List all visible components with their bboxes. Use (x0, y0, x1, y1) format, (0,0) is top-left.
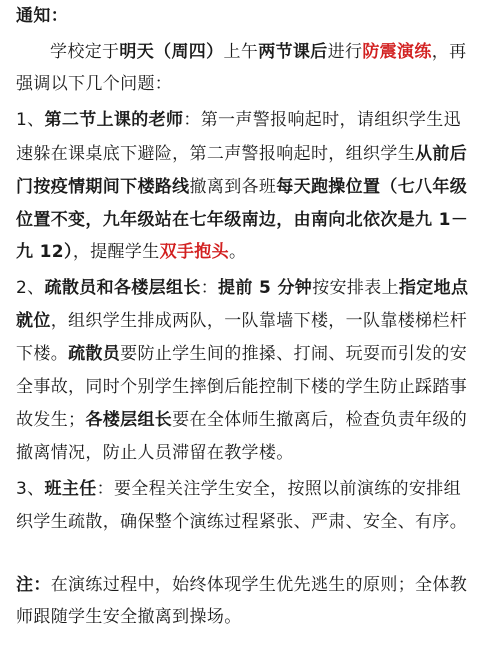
item2-heading: 疏散员和各楼层组长 (44, 278, 201, 298)
item3-line-1 (16, 479, 461, 499)
item1-line-4: 位置不变，九年级站在七年级南边，由南向北依次是九 1－ (16, 210, 469, 230)
item2-line-4: 全事故，同时个别学生摔倒后能控制下楼的学生防止踩踏事 (16, 377, 468, 397)
item2-text: 按安排表上 (312, 278, 399, 298)
item3-heading: 班主任 (44, 479, 97, 499)
notice-title: 通知： (16, 6, 69, 26)
item2-text: 要在全体师生撤离后，检查负责年级的 (172, 410, 468, 430)
item1-line-1 (16, 110, 461, 130)
item2-number: 2、 (16, 278, 45, 298)
item1-text: ，提醒学生 (72, 242, 160, 262)
item1-emphasis: 每天跑操位置（七八年级 (276, 177, 468, 197)
item1-heading: 第二节上课的老师 (44, 110, 184, 130)
item3-text: ：要全程关注学生安全，按照以前演练的安排组 (96, 479, 461, 499)
item2-text: 下楼。 (16, 344, 69, 364)
item1-text: 速躲在课桌底下避险，第二声警报响起时，组织学生 (16, 144, 416, 164)
item2-text: ： (200, 278, 219, 298)
item2-emphasis: 指定地点 (398, 278, 469, 298)
item1-text: 撤离到各班 (189, 177, 277, 197)
item2-emphasis: 各楼层组长 (85, 410, 173, 430)
item2-line-3 (16, 344, 467, 364)
note-text: 在演练过程中，始终体现学生优先逃生的原则；全体教 (50, 575, 468, 595)
intro-text: 学校定于 (50, 42, 120, 62)
item3-number: 3、 (16, 479, 45, 499)
item2-line-6: 撤离情况，防止人员滞留在教学楼。 (16, 443, 294, 463)
intro-line-1 (50, 42, 466, 62)
item1-highlight: 双手抱头 (159, 242, 229, 262)
intro-text: ，再 (431, 42, 467, 62)
item2-emphasis: 就位 (16, 311, 51, 331)
note-line-2: 师跟随学生安全撤离到操场。 (16, 607, 242, 627)
item2-text: 要防止学生间的推搡、打闹、玩耍而引发的安 (120, 344, 468, 364)
note-label: 注： (16, 575, 51, 595)
note-line-1 (16, 575, 467, 595)
intro-text: 上午 (223, 42, 259, 62)
item2-line-5 (16, 410, 467, 430)
item2-line-1 (16, 278, 468, 298)
item2-emphasis: 疏散员 (68, 344, 121, 364)
intro-time: 两节课后 (258, 42, 328, 62)
intro-drill-name: 防震演练 (362, 42, 432, 62)
item2-text: ，组织学生排成两队，一队靠墙下楼，一队靠楼梯栏杆 (50, 311, 468, 331)
item1-line-5 (16, 242, 246, 262)
intro-line-2: 强调以下几个问题： (16, 74, 173, 94)
item1-text: ：第一声警报响起时，请组织学生迅 (183, 110, 461, 130)
item1-emphasis: 门按疫情期间下楼路线 (16, 177, 190, 197)
item1-emphasis: 九 12） (16, 242, 73, 262)
item2-text: 故发生； (16, 410, 86, 430)
item1-line-2 (16, 144, 467, 164)
item1-line-3 (16, 177, 467, 197)
item2-emphasis: 提前 5 分钟 (218, 278, 313, 298)
item1-text: 。 (228, 242, 247, 262)
intro-date: 明天（周四） (119, 42, 224, 62)
item2-line-2 (16, 311, 467, 331)
intro-text: 进行 (327, 42, 363, 62)
item1-emphasis: 从前后 (415, 144, 468, 164)
item3-line-2: 织学生疏散，确保整个演练过程紧张、严肃、安全、有序。 (16, 512, 468, 532)
item1-number: 1、 (16, 110, 45, 130)
